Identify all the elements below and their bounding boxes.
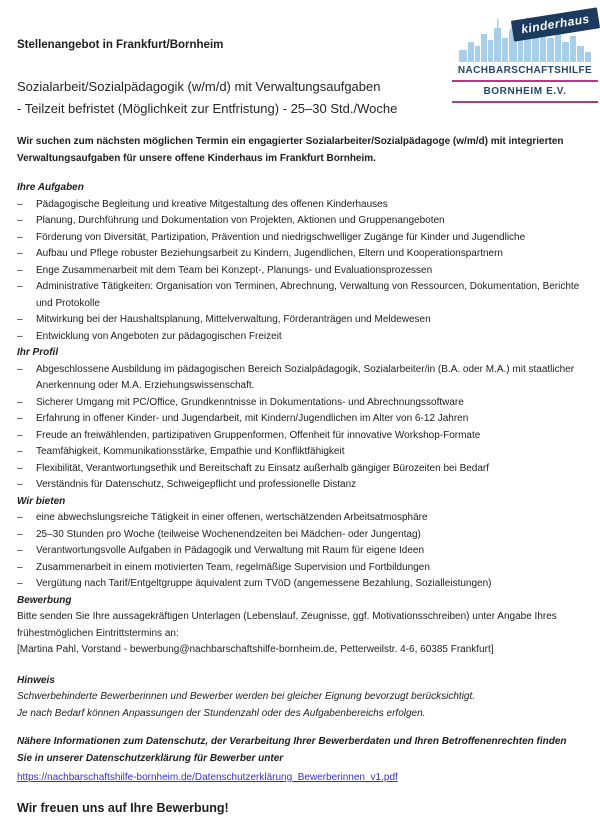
job-title-line2: - Teilzeit befristet (Möglichkeit zur Entfristung) - 25–30 Std./Woche — [17, 101, 398, 116]
list-item: – Flexibilität, Verantwortungsethik und Bereitschaft zu Einsatz außerhalb gängiger Bürozeiten bei Bedarf — [17, 461, 583, 478]
organization-logo — [452, 12, 598, 106]
hinweis-line1: Schwerbehinderte Bewerberinnen und Bewerber werden bei gleicher Eignung bevorzugt berücksichtigt. — [17, 691, 476, 702]
page-title: Stellenangebot in Frankfurt/Bornheim — [17, 39, 224, 51]
bewerbung-instructions: Bitte senden Sie Ihre aussagekräftigen Unterlagen (Lebenslauf, Zeugnisse, ggf. Motivationsschreiben) unter Angabe Ihres frühestmöglichen Eintrittstermins an: — [17, 611, 557, 639]
bewerbung-contact: [Martina Pahl, Vorstand - bewerbung@nachbarschaftshilfe-bornheim.de, Petterweilstr. 4-6, 60385 Frankfurt] — [17, 644, 494, 655]
org-name-line2: BORNHEIM E.V. — [483, 86, 567, 97]
logo-divider-top — [452, 80, 598, 82]
org-name-line1: NACHBARSCHAFTSHILFE — [457, 65, 593, 76]
closing-statement: Wir freuen uns auf Ihre Bewerbung! — [17, 800, 229, 815]
section-heading-bewerbung: Bewerbung — [17, 594, 72, 606]
list-item: – Verantwortungsvolle Aufgaben in Pädagogik und Verwaltung mit Raum für eigene Ideen — [17, 543, 583, 560]
job-title-line1: Sozialarbeit/Sozialpädagogik (w/m/d) mit Verwaltungsaufgaben — [17, 79, 381, 94]
list-item: – Freude an freiwählenden, partizipativen Gruppenformen, Offenheit für innovative Workshop-Formate — [17, 428, 583, 445]
section-wir-bieten — [17, 494, 583, 593]
datenschutz-link[interactable]: https://nachbarschaftshilfe-bornheim.de/Datenschutzerklärung_Bewerberinnen_v1.pdf — [17, 772, 398, 783]
list-item: – Administrative Tätigkeiten: Organisation von Terminen, Abrechnung, Verwaltung von Ressourcen, Dokumentation, Berichte und Protokolle — [17, 279, 583, 312]
section-heading-aufgaben: Ihre Aufgaben — [17, 182, 84, 193]
section-hinweis — [17, 673, 583, 723]
wir-bieten-list — [17, 510, 583, 593]
list-item: – Entwicklung von Angeboten zur pädagogischen Freizeit — [17, 329, 583, 346]
section-profil — [17, 345, 583, 494]
section-heading-hinweis: Hinweis — [17, 674, 55, 686]
list-item: – Abgeschlossene Ausbildung im pädagogischen Bereich Sozialpädagogik, Sozialarbeiter/in (B.A. oder M.A.) mit staatlicher Anerkennung oder M.A. Erziehungswissenschaft. — [17, 362, 583, 395]
list-item: – Planung, Durchführung und Dokumentation von Projekten, Aktionen und Gruppenangeboten — [17, 213, 583, 230]
intro-paragraph: Wir suchen zum nächsten möglichen Termin ein engagierter Sozialarbeiter/Sozialpädagoge (w/m/d) mit integrierten Verwaltungsaufgaben für unsere offene Kinderhaus im Frankfurt Bornheim. — [17, 136, 564, 164]
skyline-graphic-wrap — [459, 12, 591, 62]
section-heading-wir-bieten: Wir bieten — [17, 495, 66, 507]
list-item: – Mitwirkung bei der Haushaltsplanung, Mittelverwaltung, Förderanträgen und Meldewesen — [17, 312, 583, 329]
hinweis-line2: Je nach Bedarf können Anpassungen der Stundenzahl oder des Aufgabenbereichs erfolgen. — [17, 707, 426, 719]
list-item: – Aufbau und Pflege robuster Beziehungsarbeit zu Kindern, Jugendlichen, Eltern und Kooperationspartnern — [17, 246, 583, 263]
list-item: – Verständnis für Datenschutz, Schweigepflicht und professionelle Distanz — [17, 477, 583, 494]
list-item: – Förderung von Diversität, Partizipation, Prävention und niedrigschwelliger Zugänge für Kinder und Jugendliche — [17, 230, 583, 247]
list-item: – Sicherer Umgang mit PC/Office, Grundkenntnisse in Dokumentations- und Abrechnungssoftware — [17, 395, 583, 412]
aufgaben-list — [17, 197, 583, 346]
list-item: – Erfahrung in offener Kinder- und Jugendarbeit, mit Kindern/Jugendlichen im Alter von 6-12 Jahren — [17, 411, 583, 428]
datenschutz-text: Nähere Informationen zum Datenschutz, der Verarbeitung Ihrer Bewerberdaten und Ihren Betroffenenrechten finden Sie in unserer Datenschutzerklärung für Bewerber unter — [17, 736, 567, 764]
section-aufgaben — [17, 180, 583, 345]
list-item: – Enge Zusammenarbeit mit dem Team bei Konzept-, Planungs- und Evaluationsprozessen — [17, 263, 583, 280]
kinderhaus-banner: kinderhaus — [511, 7, 600, 41]
list-item: – 25–30 Stunden pro Woche (teilweise Wochenendzeiten bei Mädchen- oder Jungentag) — [17, 527, 583, 544]
logo-divider-bottom — [452, 101, 598, 103]
section-datenschutz — [17, 734, 583, 787]
section-heading-profil: Ihr Profil — [17, 347, 59, 358]
list-item: – eine abwechslungsreiche Tätigkeit in einer offenen, wertschätzenden Arbeitsatmosphäre — [17, 510, 583, 527]
list-item: – Zusammenarbeit in einem motivierten Team, regelmäßige Supervision und Fortbildungen — [17, 560, 583, 577]
profil-list — [17, 362, 583, 494]
list-item: – Vergütung nach Tarif/Entgeltgruppe äquivalent zum TVöD (angemessene Bezahlung, Sozialleistungen) — [17, 576, 583, 593]
section-bewerbung — [17, 593, 583, 659]
list-item: – Pädagogische Begleitung und kreative Mitgestaltung des offenen Kinderhauses — [17, 197, 583, 214]
list-item: – Teamfähigkeit, Kommunikationsstärke, Empathie und Konfliktfähigkeit — [17, 444, 583, 461]
